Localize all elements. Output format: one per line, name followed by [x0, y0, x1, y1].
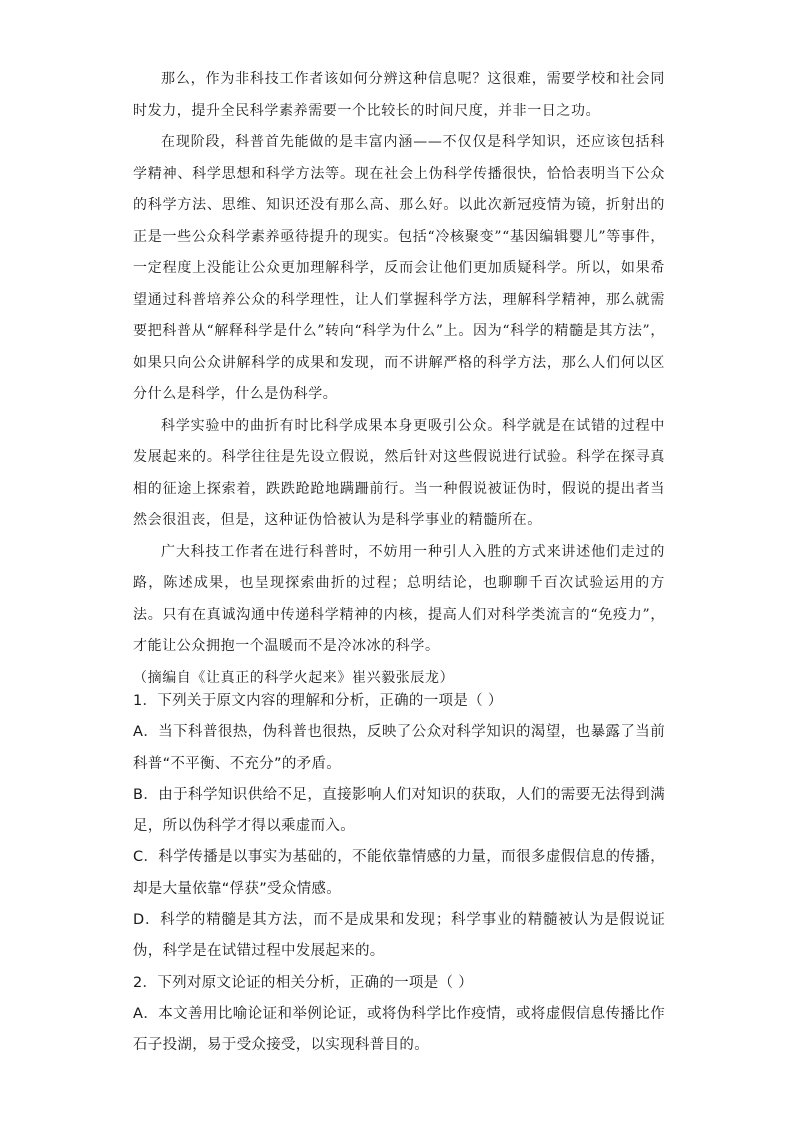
- question-option-d: D．科学的精髓是其方法，而不是成果和发现；科学事业的精髓被认为是假说证伪，科学是在试错过程中发展起来的。: [133, 912, 665, 960]
- question-option-a: A．当下科普很热，伪科普也很热，反映了公众对科学知识的渴望，也暴露了当前科普“不平衡、不充分”的矛盾。: [133, 724, 665, 772]
- reading-passage: [133, 64, 665, 694]
- question-option-b: B．由于科学知识供给不足，直接影响人们对知识的获取，人们的需要无法得到满足，所以伪科学才得以乘虚而入。: [133, 786, 665, 835]
- question-option-a: A．本文善用比喻论证和举例论证，或将伪科学比作疫情，或将虚假信息传播比作石子投湖，易于受众接受，以实现科普目的。: [133, 1005, 665, 1054]
- passage-paragraph: 那么，作为非科技工作者该如何分辨这种信息呢？这很难，需要学校和社会同时发力，提升全民科学素养需要一个比较长的时间尺度，并非一日之功。: [133, 71, 665, 119]
- question-stem: 2．下列对原文论证的相关分析，正确的一项是（ ）: [133, 974, 474, 991]
- question-item: [133, 686, 665, 968]
- question-stem: 1．下列关于原文内容的理解和分析，正确的一项是（ ）: [133, 693, 503, 709]
- passage-paragraph: 在现阶段，科普首先能做的是丰富内涵——不仅仅是科学知识，还应该包括科学精神、科学思想和科学方法等。现在社会上伪科学传播很快，恰恰表明当下公众的科学方法、思维、知识还没有那么高、那么好。以此次新冠疫情为镜，折射出的正是一些公众科学素养亟待提升的现实。包括“冷核聚变”“基因编辑婴儿”等事件，一定程度上没能让公众更加理解科学，反而会让他们更加质疑科学。所以，如果希望通过科普培养公众的科学理性，让人们掌握科学方法，理解科学精神，那么就需要把科普从“解释科学是什么”转向“科学为什么”上。因为“科学的精髓是其方法”，如果只向公众讲解科学的成果和发现，而不讲解严格的科学方法，那么人们何以区分什么是科学，什么是伪科学。: [133, 134, 665, 402]
- question-item: [133, 968, 665, 1062]
- question-option-c: C．科学传播是以事实为基础的，不能依靠情感的力量，而很多虚假信息的传播，却是大量依靠“俘获”受众情感。: [133, 849, 665, 897]
- passage-paragraph: 科学实验中的曲折有时比科学成果本身更吸引公众。科学就是在试错的过程中发展起来的。科学往往是先设立假说，然后针对这些假说进行试验。科学在探寻真相的征途上探索着，跌跌跄跄地蹒跚前行。当一种假说被证伪时，假说的提出者当然会很沮丧，但是，这种证伪恰被认为是科学事业的精髓所在。: [133, 417, 665, 528]
- passage-paragraph: 广大科技工作者在进行科普时，不妨用一种引人入胜的方式来讲述他们走过的路，陈述成果，也呈现探索曲折的过程；总明结论，也聊聊千百次试验运用的方法。只有在真诚沟通中传递科学精神的内核，提高人们对科学类流言的“免疫力”，才能让公众拥抱一个温暖而不是冷冰冰的科学。: [133, 543, 665, 654]
- passage-source: （摘编自《让真正的科学火起来》崔兴毅张辰龙）: [133, 669, 455, 686]
- question-list: [133, 686, 665, 1062]
